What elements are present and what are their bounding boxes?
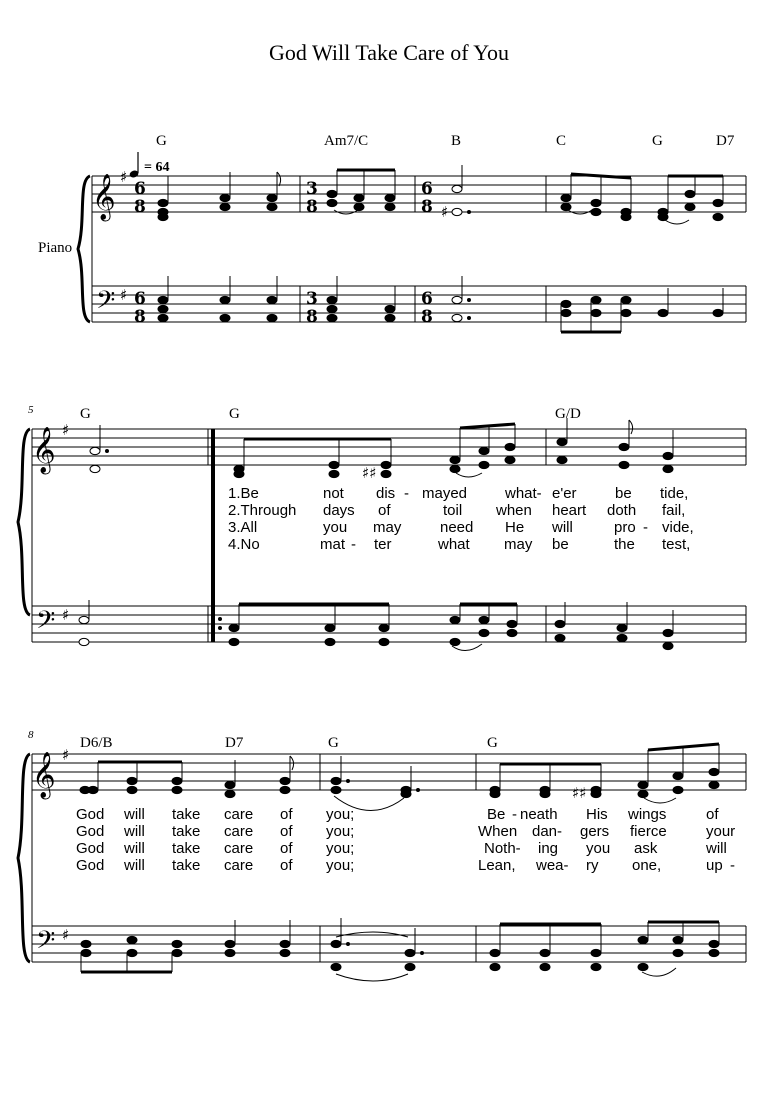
treble-notes-measure-1 (158, 172, 281, 221)
lyric-syllable: - (512, 806, 517, 823)
lyric-syllable: 2.Through (228, 502, 297, 519)
lyric-syllable: will (124, 806, 145, 823)
time-signature: 8 (134, 197, 146, 217)
lyric-syllable: care (224, 806, 254, 823)
measure-number: 8 (28, 729, 34, 741)
system-3 (18, 729, 746, 981)
treble-clef-icon: 𝄞 (32, 427, 56, 473)
lyric-syllable: of (706, 806, 719, 823)
time-signature: 8 (134, 307, 146, 327)
lyric-syllable: ing (538, 840, 559, 857)
bass-notes-system-3 (81, 918, 719, 981)
lyrics-verse-1 (76, 806, 719, 823)
time-signature: 6 (421, 289, 433, 309)
score-title: God Will Take Care of You (269, 40, 509, 65)
tempo-mark (129, 152, 170, 179)
lyric-syllable: gers (580, 823, 610, 840)
lyric-syllable: the (614, 536, 635, 553)
lyric-syllable: you; (326, 823, 355, 840)
lyric-syllable: may (373, 519, 402, 536)
key-signature-sharp-icon: ♯ (62, 421, 70, 439)
lyric-syllable: vide, (662, 519, 694, 536)
lyric-syllable: Lean, (478, 857, 516, 874)
lyric-syllable: heart (552, 502, 587, 519)
lyric-syllable: 4.No (228, 536, 260, 553)
bass-clef-icon: 𝄢 (96, 286, 116, 321)
lyrics-verse-2 (228, 502, 685, 519)
barlines (92, 176, 746, 322)
chord-symbol: G/D (555, 406, 581, 422)
repeat-dot (218, 617, 222, 621)
lyric-syllable: fail, (662, 502, 686, 519)
lyric-syllable: what (438, 536, 470, 553)
bass-staff (32, 926, 746, 962)
chord-symbol: B (451, 133, 462, 149)
chord-symbol: G (328, 735, 339, 751)
time-signature: 6 (421, 179, 433, 199)
lyric-syllable: He (505, 519, 525, 536)
lyric-syllable: fierce (630, 823, 667, 840)
time-signature: 6 (134, 179, 146, 199)
lyric-syllable: will (552, 519, 573, 536)
lyric-syllable: ter (374, 536, 392, 553)
lyric-syllable: not (323, 485, 344, 502)
lyric-syllable: doth (607, 502, 637, 519)
lyric-syllable: you; (326, 806, 355, 823)
time-signature: 8 (421, 197, 433, 217)
key-signature-sharp-icon: ♯ (62, 606, 70, 624)
lyric-syllable: God (76, 806, 105, 823)
lyric-syllable: you (323, 519, 348, 536)
chord-symbol: G (80, 406, 91, 422)
measure-number: 5 (28, 404, 34, 416)
key-signature-sharp-icon: ♯ (120, 168, 128, 186)
chord-symbol: G (487, 735, 498, 751)
lyric-syllable: 1.Be (228, 485, 259, 502)
lyrics-verse-1 (228, 485, 688, 502)
lyric-syllable: days (323, 502, 355, 519)
svg-text:♯♯: ♯♯ (572, 784, 587, 802)
lyric-syllable: God (76, 823, 105, 840)
lyric-syllable: care (224, 840, 254, 857)
lyric-syllable: ask (634, 840, 658, 857)
lyric-syllable: - (351, 536, 356, 553)
lyric-syllable: you; (326, 857, 355, 874)
lyric-syllable: up (706, 857, 723, 874)
tempo-text: = 64 (144, 160, 170, 175)
treble-notes-measure-2 (327, 170, 395, 214)
treble-clef-icon: 𝄞 (92, 174, 116, 220)
lyric-syllable: - (643, 519, 648, 536)
time-signature: 8 (421, 307, 433, 327)
lyric-syllable: God (76, 857, 105, 874)
lyric-syllable: wea- (536, 857, 569, 874)
chord-symbol: D6/B (80, 735, 113, 751)
bass-clef-icon: 𝄢 (36, 926, 56, 961)
lyric-syllable: - (404, 485, 409, 502)
key-signature-sharp-icon: ♯ (62, 746, 70, 764)
chord-symbol: D7 (716, 133, 735, 149)
time-signature: 3 (306, 179, 318, 199)
lyric-syllable: tide, (660, 485, 689, 502)
chord-symbol: G (229, 406, 240, 422)
lyric-syllable: dis (376, 485, 396, 502)
lyric-syllable: of (378, 502, 391, 519)
lyric-syllable: God (76, 840, 105, 857)
lyrics-verse-2 (76, 823, 735, 840)
lyric-syllable: neath (520, 806, 558, 823)
lyric-syllable: of (280, 823, 293, 840)
lyrics-verse-4 (76, 857, 735, 874)
grand-staff-brace (78, 176, 90, 322)
lyric-syllable: of (280, 806, 293, 823)
treble-notes-measure-4 (561, 174, 723, 224)
lyric-syllable: e'er (552, 485, 577, 502)
lyric-syllable: take (172, 806, 201, 823)
system-1 (38, 133, 746, 332)
lyric-syllable: take (172, 823, 201, 840)
lyric-syllable: be (552, 536, 569, 553)
time-signature: 6 (134, 289, 146, 309)
lyric-syllable: will (124, 857, 145, 874)
lyric-syllable: take (172, 840, 201, 857)
instrument-name: Piano (38, 240, 73, 256)
lyric-syllable: mayed (422, 485, 468, 502)
lyric-syllable: will (124, 823, 145, 840)
chord-symbol: Am7/C (324, 133, 369, 149)
svg-text:♯♯: ♯♯ (362, 464, 377, 482)
time-signature: 8 (306, 307, 318, 327)
lyrics-verse-3 (228, 519, 694, 536)
lyric-syllable: Noth- (484, 840, 521, 857)
lyric-syllable: His (586, 806, 608, 823)
lyric-syllable: you; (326, 840, 355, 857)
lyric-syllable: may (504, 536, 533, 553)
lyric-syllable: Be (487, 806, 506, 823)
treble-notes-system-2 (90, 418, 673, 482)
system-2 (18, 404, 746, 651)
time-signature: 8 (306, 197, 318, 217)
lyric-syllable: toil (443, 502, 463, 519)
svg-text:♯: ♯ (441, 203, 449, 221)
lyric-syllable: you (586, 840, 611, 857)
chord-symbol: C (556, 133, 567, 149)
treble-staff (32, 429, 746, 465)
repeat-dot (218, 626, 222, 630)
treble-clef-icon: 𝄞 (32, 752, 56, 798)
treble-staff (92, 176, 746, 212)
treble-notes-measure-3 (441, 165, 471, 221)
bass-clef-icon: 𝄢 (36, 606, 56, 641)
lyric-syllable: what- (505, 485, 542, 502)
lyric-syllable: care (224, 823, 254, 840)
grand-staff-brace (18, 754, 30, 962)
lyric-syllable: wings (628, 806, 667, 823)
lyrics-verse-3 (76, 840, 727, 857)
lyric-syllable: test, (662, 536, 691, 553)
key-signature-sharp-icon: ♯ (62, 926, 70, 944)
grand-staff-brace (18, 429, 30, 615)
chord-symbol: G (156, 133, 167, 149)
lyric-syllable: your (706, 823, 736, 840)
lyric-syllable: be (615, 485, 632, 502)
lyric-syllable: one, (632, 857, 662, 874)
lyric-syllable: when (496, 502, 532, 519)
bass-notes-system-2 (79, 600, 673, 651)
lyric-syllable: of (280, 857, 293, 874)
lyric-syllable: 3.All (228, 519, 258, 536)
lyric-syllable: ry (586, 857, 599, 874)
lyric-syllable: will (706, 840, 727, 857)
lyric-syllable: need (440, 519, 474, 536)
bass-staff (92, 286, 746, 322)
key-signature-sharp-icon: ♯ (120, 286, 128, 304)
chord-symbol: G (652, 133, 663, 149)
lyric-syllable: When (478, 823, 518, 840)
lyric-syllable: take (172, 857, 201, 874)
lyric-syllable: will (124, 840, 145, 857)
lyric-syllable: of (280, 840, 293, 857)
chord-symbol: D7 (225, 735, 244, 751)
lyric-syllable: dan- (532, 823, 563, 840)
time-signature: 3 (306, 289, 318, 309)
lyric-syllable: care (224, 857, 254, 874)
lyric-syllable: - (730, 857, 735, 874)
lyric-syllable: pro (614, 519, 636, 536)
lyric-syllable: mat (320, 536, 346, 553)
lyrics-verse-4 (228, 536, 690, 553)
